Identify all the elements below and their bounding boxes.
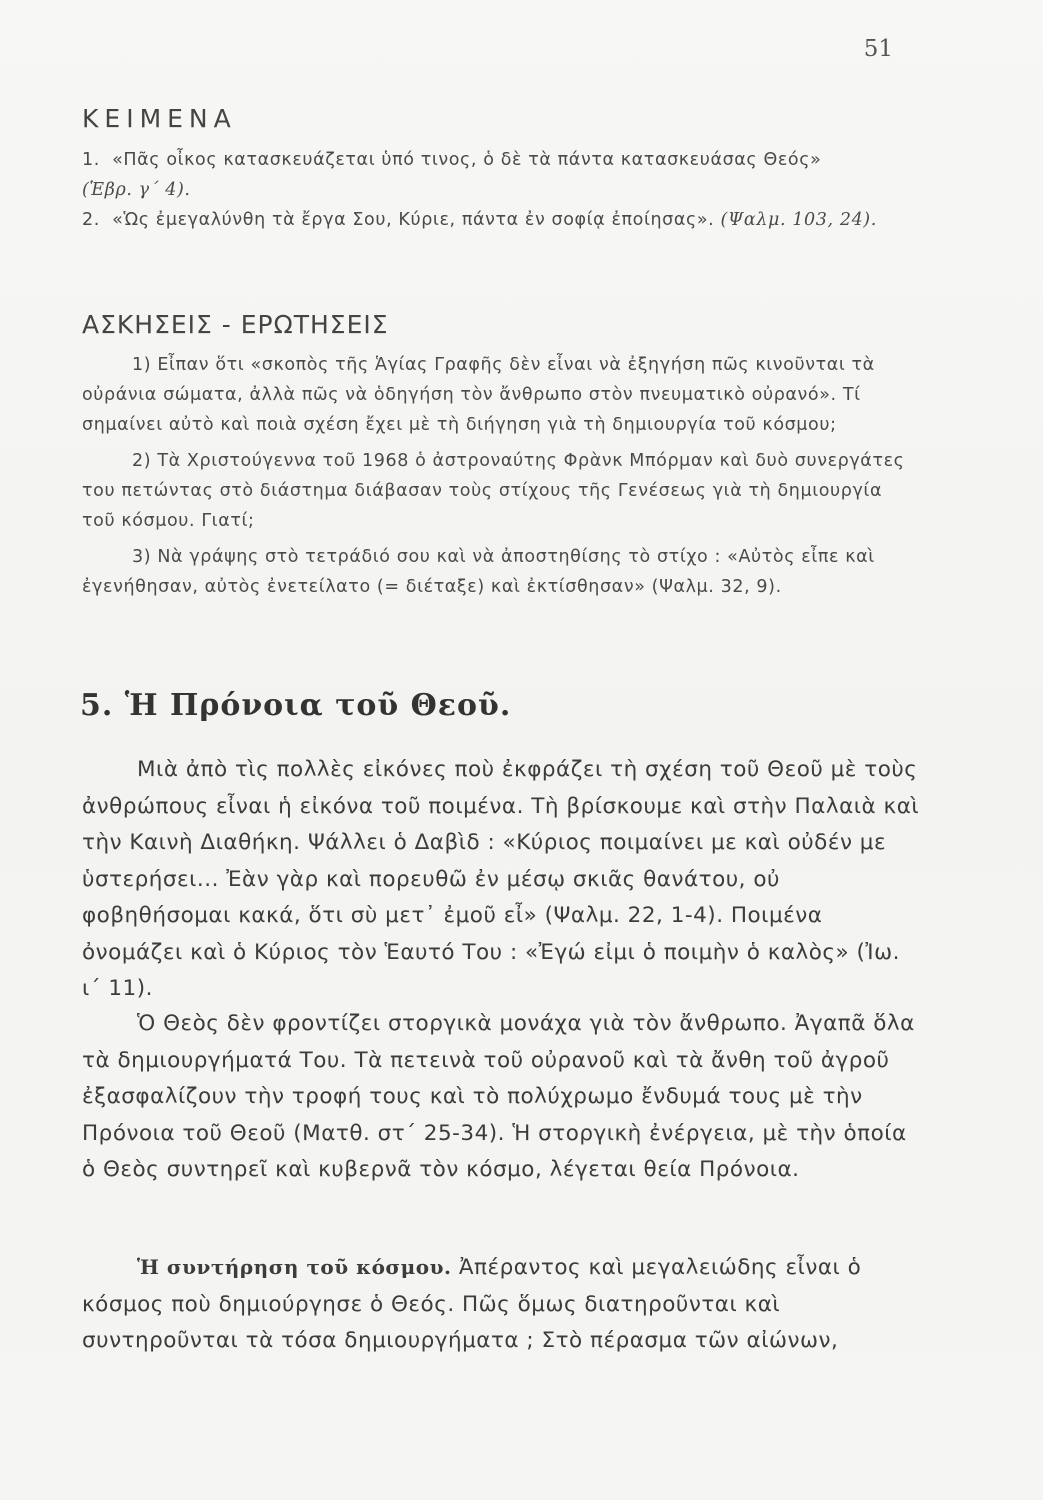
paragraph-text: Ὁ Θεὸς δὲν φροντίζει στοργικὰ μονάχα γιὰ τὸν ἄνθρωπο. Ἀγαπᾶ ὅλα τὰ δημιουργήματά Του. Τὰ πετεινὰ τοῦ οὐρανοῦ καὶ τὰ ἄνθη τοῦ ἀγροῦ ἐξασφαλίζουν τὴν τροφή τους καὶ τὸ πολύχρωμο ἔνδυμά τους μὲ τὴν Πρόνοια τοῦ Θεοῦ (Ματθ. στ΄ 25-34). Ἡ στοργικὴ ἐνέργεια, μὲ τὴν ὁποία ὁ Θεὸς συντηρεῖ καὶ κυβερνᾶ τὸν κόσμο, λέγεται θεία Πρόνοια. bbox=[82, 1011, 915, 1182]
exercises-heading: ΑΣΚΗΣΕΙΣ - ΕΡΩΤΗΣΕΙΣ bbox=[82, 310, 389, 339]
paragraph-text: Μιὰ ἀπὸ τὶς πολλὲς εἰκόνες ποὺ ἐκφράζει τὴ σχέση τοῦ Θεοῦ μὲ τοὺς ἀνθρώπους εἶναι ἡ εἰκόνα τοῦ ποιμένα. Τὴ βρίσκουμε καὶ στὴν Παλαιὰ καὶ τὴν Καινὴ Διαθήκη. Ψάλλει ὁ Δαβὶδ : «Κύριος ποιμαίνει με καὶ οὐδέν με ὑστερήσει... Ἐὰν γὰρ καὶ πορευθῶ ἐν μέσῳ σκιᾶς θανάτου, οὐ φοβηθήσομαι κακά, ὅτι σὺ μετ᾽ ἐμοῦ εἶ» (Ψαλμ. 22, 1-4). Ποιμένα ὀνομάζει καὶ ὁ Κύριος τὸν Ἑαυτό Του : «Ἐγώ εἰμι ὁ ποιμὴν ὁ καλὸς» (Ἰω. ι΄ 11). bbox=[82, 757, 920, 1001]
text-item-2 bbox=[82, 205, 912, 235]
exercise-item-2: 2) Τὰ Χριστούγεννα τοῦ 1968 ὁ ἀστροναύτης Φρὰνκ Μπόρμαν καὶ δυὸ συνεργάτες του πετώντας στὸ διάστημα διάβασαν τοὺς στίχους τῆς Γενέσεως γιὰ τὴ δημιουργία τοῦ κόσμου. Γιατί; bbox=[82, 451, 905, 531]
text-item-reference: (Ψαλμ. 103, 24). bbox=[720, 210, 877, 230]
text-item-reference: (Ἑβρ. γ΄ 4). bbox=[82, 180, 191, 200]
text-item-number: 1. bbox=[82, 150, 100, 170]
subsection-title: Ἡ συντήρηση τοῦ κόσμου. bbox=[137, 1255, 452, 1279]
subsection-paragraph bbox=[82, 1249, 922, 1360]
texts-heading: ΚΕΙΜΕΝΑ bbox=[82, 104, 237, 133]
chapter-paragraph-1 bbox=[82, 752, 922, 1008]
chapter-title: 5. Ἡ Πρόνοια τοῦ Θεοῦ. bbox=[80, 688, 512, 723]
texts-list bbox=[82, 145, 912, 235]
text-item-quote: «Ὡς ἐμεγαλύνθη τὰ ἔργα Σου, Κύριε, πάντα ἐν σοφίᾳ ἐποίησας». bbox=[112, 210, 715, 230]
chapter-paragraph-2 bbox=[82, 1006, 922, 1189]
text-item-1 bbox=[82, 145, 912, 205]
paragraph-text bbox=[82, 1249, 922, 1360]
exercise-item-3: 3) Νὰ γράψης στὸ τετράδιό σου καὶ νὰ ἀποστηθίσης τὸ στίχο : «Αὐτὸς εἶπε καὶ ἐγενήθησαν, αὐτὸς ἐνετείλατο (= διέταξε) καὶ ἐκτίσθησαν» (Ψαλμ. 32, 9). bbox=[82, 547, 875, 597]
subsection-text: Ἀπέραντος καὶ μεγαλειώδης εἶναι ὁ κόσμος ποὺ δημιούργησε ὁ Θεός. Πῶς ὅμως διατηροῦνται καὶ συντηροῦνται τὰ τόσα δημιουργήματα ; Στὸ πέρασμα τῶν αἰώνων, bbox=[82, 1255, 862, 1353]
text-item-quote: «Πᾶς οἶκος κατασκευάζεται ὑπό τινος, ὁ δὲ τὰ πάντα κατασκευάσας Θεός» bbox=[112, 150, 822, 170]
exercises-list bbox=[82, 350, 912, 608]
text-item-number: 2. bbox=[82, 210, 100, 230]
exercise-item-1: 1) Εἶπαν ὅτι «σκοπὸς τῆς Ἁγίας Γραφῆς δὲν εἶναι νὰ ἐξηγήση πῶς κινοῦνται τὰ οὐράνια σώματα, ἀλλὰ πῶς νὰ ὁδηγήση τὸν ἄνθρωπο στὸν πνευματικὸ οὐρανό». Τί σημαίνει αὐτὸ καὶ ποιὰ σχέση ἔχει μὲ τὴ διήγηση γιὰ τὴ δημιουργία τοῦ κόσμου; bbox=[82, 355, 875, 435]
page-number: 51 bbox=[863, 36, 893, 62]
